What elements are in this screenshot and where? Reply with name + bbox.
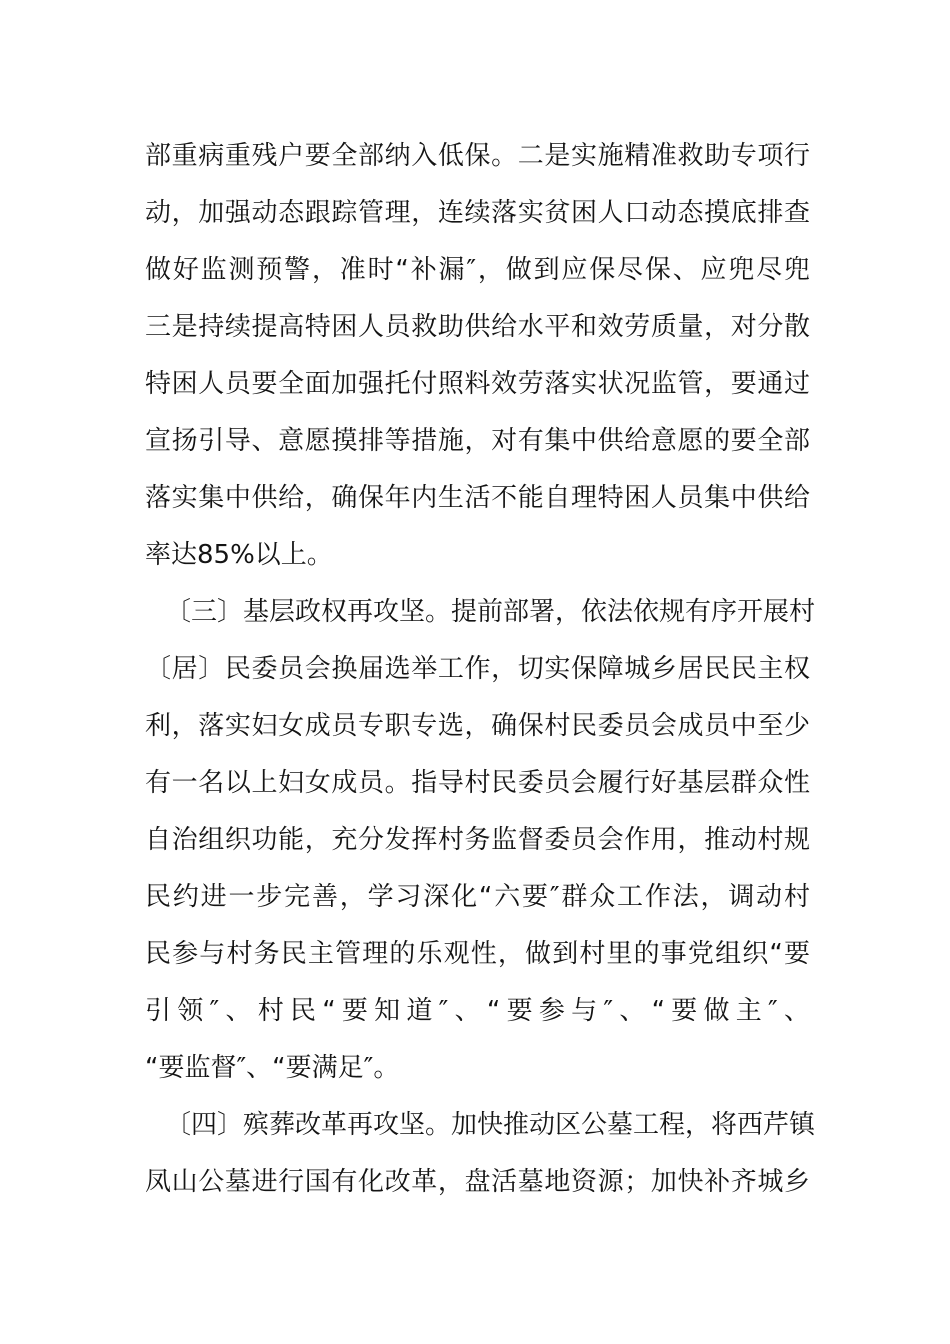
text-line: 〔三〕基层政权再攻坚。提前部署，依法依规有序开展村 xyxy=(165,597,816,627)
text-line: 引领″、村民“要知道″、“要参与″、“要做主″、 xyxy=(145,996,810,1026)
text-line: “要监督″、“要满足″。 xyxy=(145,1053,400,1083)
text-line: 落实集中供给，确保年内生活不能自理特困人员集中供给 xyxy=(145,483,810,513)
text-line: 三是持续提高特困人员救助供给水平和效劳质量，对分散 xyxy=(145,312,810,342)
text-line: 有一名以上妇女成员。指导村民委员会履行好基层群众性 xyxy=(145,768,810,798)
text-line: 动，加强动态跟踪管理，连续落实贫困人口动态摸底排查 xyxy=(145,198,810,228)
text-line: 特困人员要全面加强托付照料效劳落实状况监管，要通过 xyxy=(145,369,810,399)
text-line: 民约进一步完善，学习深化“六要″群众工作法，调动村 xyxy=(145,882,810,912)
text-line: 宣扬引导、意愿摸排等措施，对有集中供给意愿的要全部 xyxy=(145,426,810,456)
text-line: 利，落实妇女成员专职专选，确保村民委员会成员中至少 xyxy=(145,711,810,741)
text-line: 率达85%以上。 xyxy=(145,540,333,570)
body-text xyxy=(145,128,816,1211)
text-line: 〔居〕民委员会换届选举工作，切实保障城乡居民民主权 xyxy=(145,654,810,684)
text-line: 凤山公墓进行国有化改革，盘活墓地资源；加快补齐城乡 xyxy=(145,1167,810,1197)
text-line: 做好监测预警，准时“补漏″，做到应保尽保、应兜尽兜 xyxy=(145,255,810,285)
text-line: 民参与村务民主管理的乐观性，做到村里的事党组织“要 xyxy=(145,939,810,969)
text-line: 〔四〕殡葬改革再攻坚。加快推动区公墓工程，将西芹镇 xyxy=(165,1110,816,1140)
text-line: 部重病重残户要全部纳入低保。二是实施精准救助专项行 xyxy=(145,141,810,171)
text-line: 自治组织功能，充分发挥村务监督委员会作用，推动村规 xyxy=(145,825,810,855)
